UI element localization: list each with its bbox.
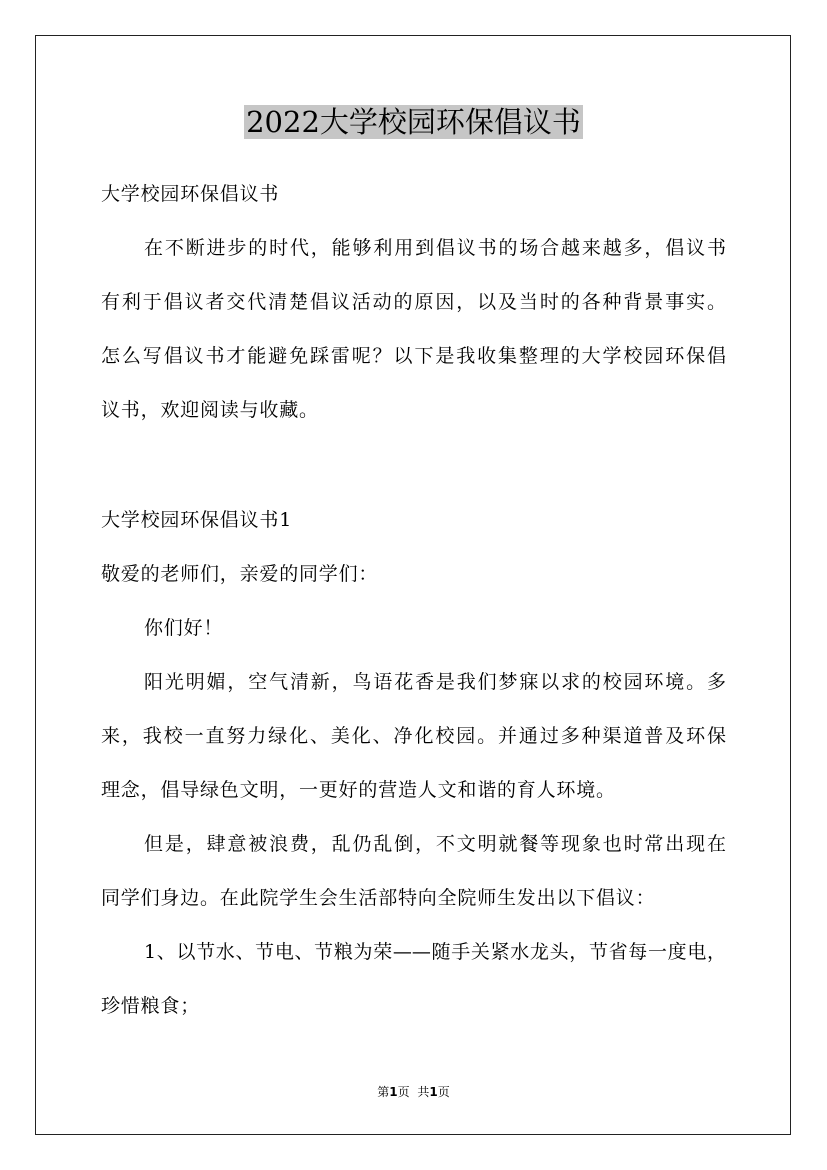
- paragraph-line: 理念，倡导绿色文明，一更好的营造人文和谐的育人环境。: [101, 779, 616, 801]
- total-prefix: 共: [417, 1085, 430, 1099]
- document-title: [0, 101, 827, 143]
- page-suffix: 页: [397, 1085, 410, 1099]
- paragraph-line: 在不断进步的时代，能够利用到倡议书的场合越来越多，倡议书: [144, 237, 726, 259]
- page-prefix: 第: [377, 1085, 390, 1099]
- section-heading: 大学校园环保倡议书1: [101, 509, 293, 531]
- page-number: 1: [389, 1085, 398, 1099]
- paragraph-line: 同学们身边。在此院学生会生活部特向全院师生发出以下倡议：: [101, 887, 656, 909]
- list-item-line: 珍惜粮食；: [101, 995, 201, 1017]
- salutation: 敬爱的老师们，亲爱的同学们：: [101, 563, 379, 585]
- paragraph-line: 但是，肆意被浪费，乱仍乱倒，不文明就餐等现象也时常出现在: [144, 833, 726, 855]
- greeting: 你们好！: [144, 617, 224, 639]
- paragraph-line: 阳光明媚，空气清新，鸟语花香是我们梦寐以求的校园环境。多: [144, 671, 726, 693]
- page-footer: [0, 1084, 827, 1100]
- total-suffix: 页: [437, 1085, 450, 1099]
- section-heading: 大学校园环保倡议书: [101, 183, 280, 205]
- total-pages: 1: [429, 1085, 438, 1099]
- list-item-line: 1、以节水、节电、节粮为荣——随手关紧水龙头，节省每一度电，: [144, 941, 726, 963]
- paragraph-line: 有利于倡议者交代清楚倡议活动的原因，以及当时的各种背景事实。: [101, 291, 726, 313]
- document-title-text: 2022大学校园环保倡议书: [246, 105, 581, 139]
- paragraph-line: 怎么写倡议书才能避免踩雷呢？以下是我收集整理的大学校园环保倡: [101, 345, 726, 367]
- paragraph-line: 议书，欢迎阅读与收藏。: [101, 399, 319, 421]
- paragraph-line: 来，我校一直努力绿化、美化、净化校园。并通过多种渠道普及环保: [101, 725, 726, 747]
